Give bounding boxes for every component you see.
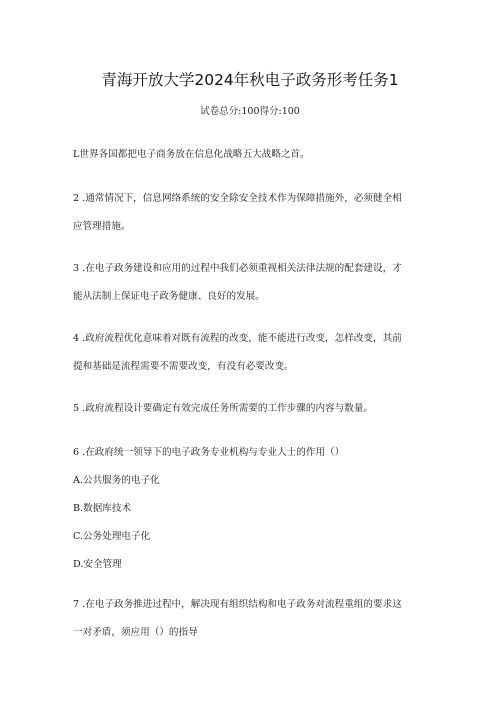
question-3-line-1: 3 .在电子政务建设和应用的过程中我们必须重视相关法律法规的配套建设，才 xyxy=(73,263,402,274)
question-4 xyxy=(73,325,433,381)
question-2-line-2: 应管理措施。 xyxy=(73,221,131,232)
question-6-option-c: C.公务处理电子化 xyxy=(73,531,151,542)
question-3-line-2: 能从法制上保证电子政务健康、良好的发展。 xyxy=(73,291,265,302)
question-1 xyxy=(73,141,433,169)
question-6-text: 6 .在政府统一领导下的电子政务专业机构与专业人士的作用（） xyxy=(73,447,345,458)
question-5-text: 5 .政府流程设计要确定有效完成任务所需要的工作步骤的内容与数量。 xyxy=(73,403,374,414)
document-title: 青海开放大学2024年秋电子政务形考任务1 xyxy=(101,71,399,89)
question-6 xyxy=(73,439,433,579)
question-6-option-d: D.安全管理 xyxy=(73,559,122,570)
question-2 xyxy=(73,185,433,241)
question-7-line-2: 一对矛盾，须应用（）的指导 xyxy=(73,627,198,638)
question-3 xyxy=(73,255,433,311)
question-6-option-a: A.公共服务的电子化 xyxy=(73,475,160,486)
question-4-line-1: 4 .政府流程优化意味着对既有流程的改变，能不能进行改变，怎样改变，其前 xyxy=(73,333,402,344)
question-7 xyxy=(73,591,433,647)
question-6-option-b: B.数据库技术 xyxy=(73,503,132,514)
question-1-text: L世界各国都把电子商务放在信息化战略五大战略之首。 xyxy=(73,149,310,160)
score-summary: 试卷总分:100得分:100 xyxy=(200,106,300,117)
question-2-line-1: 2 .通常情况下，信息网络系统的安全除安全技术作为保障措施外，必须健全相 xyxy=(73,193,402,204)
question-7-line-1: 7 .在电子政务推进过程中，解决现有组织结构和电子政务对流程重组的要求这 xyxy=(73,599,402,610)
question-4-line-2: 提和基础是流程需要不需要改变，有没有必要改变。 xyxy=(73,361,294,372)
question-5 xyxy=(73,395,433,423)
